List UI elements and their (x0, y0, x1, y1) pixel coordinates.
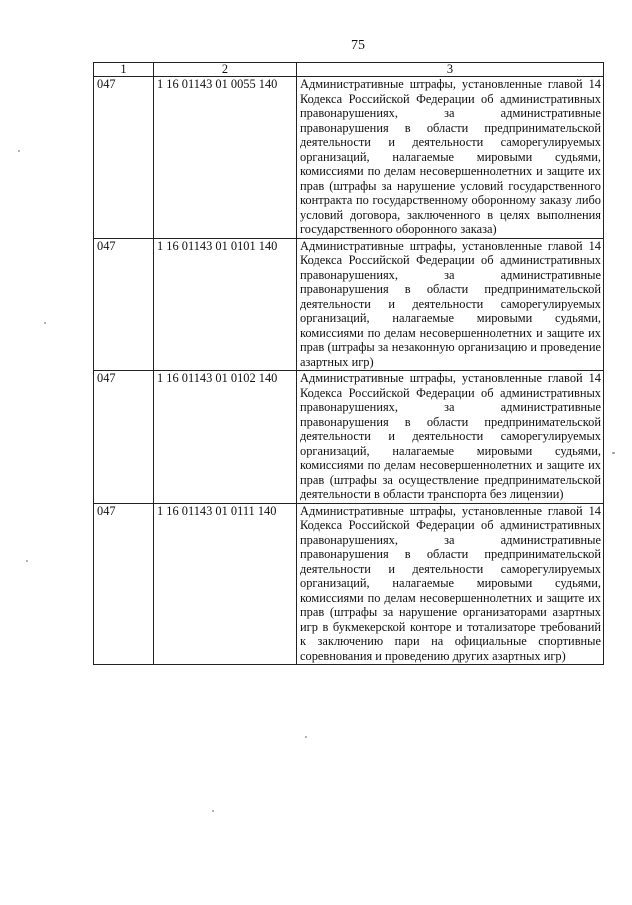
admin-code-cell: 047 (94, 371, 154, 504)
page-number: 75 (351, 38, 365, 53)
scan-speck (305, 736, 307, 738)
table-row (94, 371, 604, 504)
column-header-2: 2 (154, 63, 297, 77)
description-cell: Административные штрафы, установленные главой 14 Кодекса Российской Федерации об административных правонарушениях, за административные правонарушения в области предпринимательской деятельности и деятельности саморегулируемых организаций, налагаемые мировыми судьями, комиссиями по делам несовершеннолетних и защите их прав (штрафы за нарушение условий государственного контракта по государственному оборонному заказу либо условий договора, заключенного в целях выполнения государственного оборонного заказа) (297, 77, 604, 239)
kbk-code-cell: 1 16 01143 01 0111 140 (154, 503, 297, 665)
scan-speck (44, 322, 46, 324)
table-row (94, 238, 604, 371)
kbk-code-cell: 1 16 01143 01 0055 140 (154, 77, 297, 239)
scan-speck (612, 452, 615, 454)
admin-code-cell: 047 (94, 77, 154, 239)
scan-speck (18, 150, 20, 152)
admin-code-cell: 047 (94, 238, 154, 371)
scan-speck (212, 810, 214, 812)
column-header-3: 3 (297, 63, 604, 77)
budget-classification-table (93, 62, 604, 665)
admin-code-cell: 047 (94, 503, 154, 665)
scan-speck (26, 560, 28, 562)
description-cell: Административные штрафы, установленные главой 14 Кодекса Российской Федерации об административных правонарушениях, за административные правонарушения в области предпринимательской деятельности и деятельности саморегулируемых организаций, налагаемые мировыми судьями, комиссиями по делам несовершеннолетних и защите их прав (штрафы за осуществление предпринимательской деятельности в области транспорта без лицензии) (297, 371, 604, 504)
table-row (94, 77, 604, 239)
description-cell: Административные штрафы, установленные главой 14 Кодекса Российской Федерации об административных правонарушениях, за административные правонарушения в области предпринимательской деятельности и деятельности саморегулируемых организаций, налагаемые мировыми судьями, комиссиями по делам несовершеннолетних и защите их прав (штрафы за незаконную организацию и проведение азартных игр) (297, 238, 604, 371)
kbk-code-cell: 1 16 01143 01 0101 140 (154, 238, 297, 371)
kbk-code-cell: 1 16 01143 01 0102 140 (154, 371, 297, 504)
column-header-1: 1 (94, 63, 154, 77)
table-header-row (94, 63, 604, 77)
table-row (94, 503, 604, 665)
description-cell: Административные штрафы, установленные главой 14 Кодекса Российской Федерации об административных правонарушениях, за административные правонарушения в области предпринимательской деятельности и деятельности саморегулируемых организаций, налагаемые мировыми судьями, комиссиями по делам несовершеннолетних и защите их прав (штрафы за нарушение организаторами азартных игр в букмекерской конторе и тотализаторе требований к заключению пари на официальные спортивные соревнования и проведению других азартных игр) (297, 503, 604, 665)
